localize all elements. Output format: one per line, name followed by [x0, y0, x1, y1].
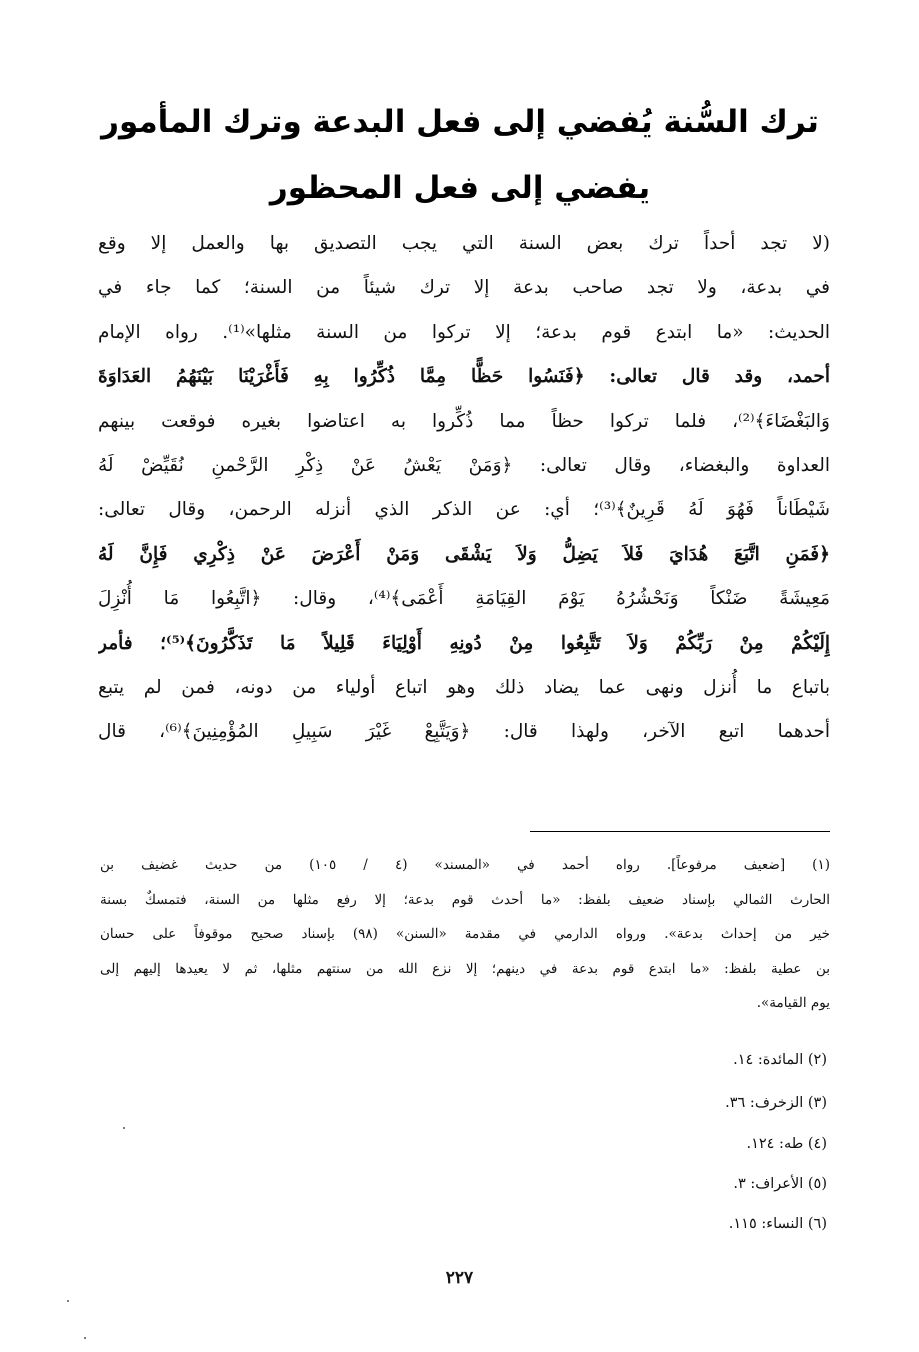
body-line: العداوة والبغضاء، وقال تعالى: ﴿وَمَنْ يَعْشُ عَنْ ذِكْرِ الرَّحْمنِ نُقَيِّضْ لَهُ — [98, 454, 830, 476]
body-line: باتباع ما أُنزل ونهى عما يضاد ذلك وهو اتباع أولياء من دونه، فمن لم يتبع — [98, 676, 830, 698]
footnote-4: (٤) طه: ١٢٤. — [746, 1136, 827, 1152]
body-line: الحديث: «ما ابتدع قوم بدعة؛ إلا تركوا من السنة مثلها»⁽¹⁾. رواه الإمام — [98, 321, 830, 343]
footnote-separator — [530, 831, 830, 832]
body-line: ﴿فَمَنِ اتَّبَعَ هُدَايَ فَلاَ يَضِلُّ وَلاَ يَشْقَى وَمَنْ أَعْرَضَ عَنْ ذِكْرِي فَإِنَّ لَهُ — [98, 543, 830, 565]
footnote-line: بن عطية بلفظ: «ما ابتدع قوم بدعة في دينهم؛ إلا نزع الله من سنتهم مثلها، ثم لا يعيدها إليهم إلى — [100, 960, 830, 977]
footnote-line: الحارث الثمالي بإسناد ضعيف بلفظ: «ما أحدث قوم بدعة؛ إلا رفع مثلها من السنة، فتمسكٌ بسنة — [100, 891, 830, 908]
body-line: وَالبَغْضَاءَ﴾⁽²⁾، فلما تركوا حظاً مما ذُكِّروا به اعتاضوا بغيره فوقعت بينهم — [98, 410, 830, 432]
scan-speck — [84, 1337, 86, 1339]
footnote-3: (٣) الزخرف: ٣٦. — [725, 1095, 827, 1111]
body-line: في بدعة، ولا تجد صاحب بدعة إلا ترك شيئاً من السنة؛ كما جاء في — [98, 277, 830, 299]
footnote-5: (٥) الأعراف: ٣. — [733, 1176, 827, 1192]
page-number: ٢٢٧ — [445, 1268, 474, 1288]
scan-speck — [67, 1300, 69, 1302]
body-line: (لا تجد أحداً ترك بعض السنة التي يجب التصديق بها والعمل إلا وقع — [98, 233, 830, 254]
body-line: مَعِيشَةً ضَنْكاً وَنَحْشُرُهُ يَوْمَ القِيَامَةِ أَعْمَى﴾⁽⁴⁾، وقال: ﴿اتَّبِعُوا مَا أُنْزِلَ — [98, 588, 830, 610]
body-line: أحمد، وقد قال تعالى: ﴿فَنَسُوا حَظًّا مِمَّا ذُكِّرُوا بِهِ فَأَغْرَيْنَا بَيْنَهُمُ العَدَاوَةَ — [98, 366, 830, 388]
footnote-line: يوم القيامة». — [756, 995, 830, 1011]
footnote-line: (١) [ضعيف مرفوعاً]. رواه أحمد في «المسند» (٤ / ١٠٥) من حديث غضيف بن — [100, 857, 830, 873]
footnote-2: (٢) المائدة: ١٤. — [733, 1052, 827, 1068]
body-line: أحدهما اتبع الآخر، ولهذا قال: ﴿وَيَتَّبِعْ غَيْرَ سَبِيلِ المُؤْمِنِينَ﴾⁽⁶⁾، قال — [98, 721, 830, 743]
chapter-title-line-2: يفضي إلى فعل المحظور — [269, 170, 651, 206]
body-line: إِلَيْكُمْ مِنْ رَبِّكُمْ وَلاَ تَتَّبِعُوا مِنْ دُونِهِ أَوْلِيَاءَ قَلِيلاً مَا تَذَكَّرُونَ﴾⁽⁵⁾؛ فأمر — [98, 632, 830, 654]
body-line: شَيْطَاناً فَهُوَ لَهُ قَرِينٌ﴾⁽³⁾؛ أي: عن الذكر الذي أنزله الرحمن، وقال تعالى: — [98, 499, 830, 521]
body-paragraph — [98, 222, 830, 755]
footnote-6: (٦) النساء: ١١٥. — [728, 1216, 827, 1232]
scan-speck — [123, 1127, 125, 1129]
footnote-line: خير من إحداث بدعة». ورواه الدارمي في مقدمة «السنن» (٩٨) بإسناد صحيح موقوفاً على حسان — [100, 926, 830, 942]
chapter-title-line-1: ترك السُّنة يُفضي إلى فعل البدعة وترك المأمور — [101, 104, 819, 140]
footnote-1 — [100, 848, 830, 1021]
